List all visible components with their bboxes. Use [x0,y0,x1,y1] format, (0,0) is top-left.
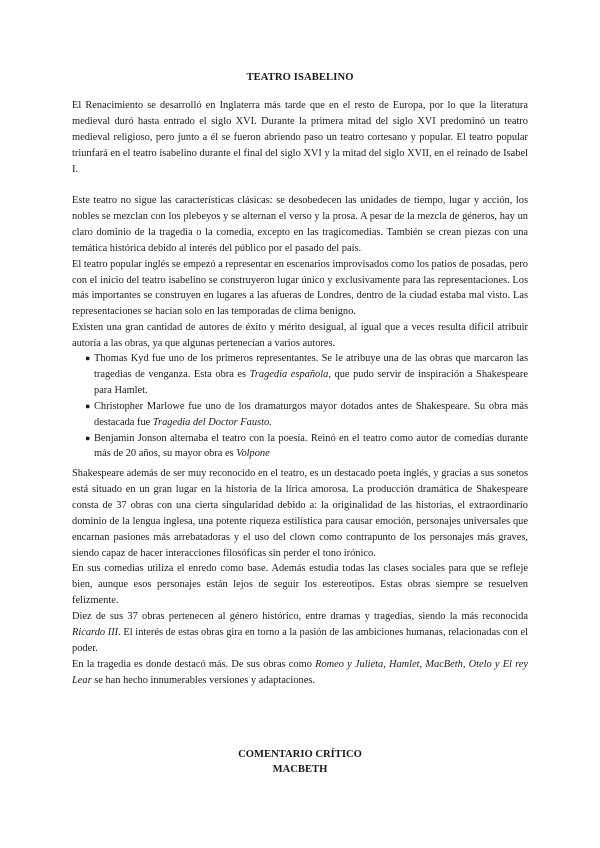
list-item [72,431,528,463]
text-span: se han hecho innumerables versiones y adaptaciones. [91,674,315,686]
paragraph-text [72,609,528,657]
document-title: TEATRO ISABELINO [246,72,354,83]
list-item-title: Tragedia española [249,368,329,380]
paragraph-text: Este teatro no sigue las características clásicas: se desobedecen las unidades de tiempo, lugar y acción, los nobles se mezclan con los plebeyos y se alternan el verso y la prosa. A pesar de la mezcla de géneros, hay un claro dominio de la tragedia o la comedia, excepto en las tragicomedias. También se crean piezas con una temática histórica debido al interés del público por el pasado del país. [72,195,528,254]
paragraph-text: El teatro popular inglés se empezó a representar en escenarios improvisados como los patios de posadas, pero con el inicio del teatro isabelino se construyeron lugar único y exclusivamente para las representaciones. Los más importantes se construyen en lugares a las afueras de Londres, dentro de la ciudad estaba mal visto. Las representaciones se hacían solo en las temporadas de clima benigno. [72,258,528,318]
list-item-text: Christopher Marlowe fue uno de los dramaturgos mayor dotados antes de Shakespeare. Su obra más destacada fue [94,400,528,428]
text-span: Diez de sus 37 obras pertenecen al género histórico, entre dramas y tragedias, siendo la más reconocida [72,611,528,623]
text-span: . El interés de estas obras gira en torno a la pasión de las ambiciones humanas, relacionadas con el poder. [72,627,528,654]
bullet-icon: ● [85,432,91,443]
list-item-text: Thomas Kyd fue uno de los primeros representantes. Se le atribuye una de las obras que marcaron las tragedias de venganza. Esta obra es [94,353,528,380]
list-item-text: , que pudo servir de inspiración a Shakespeare para Hamlet. [94,368,528,396]
paragraph-text: Existen una gran cantidad de autores de éxito y mérito desigual, al igual que a veces resulta difícil atribuir autoría a las obras, ya que algunas pertenecían a varios autores. [72,322,528,349]
paragraph-text: El Renacimiento se desarrolló en Inglaterra más tarde que en el resto de Europa, por lo que la literatura medieval duró hasta entrado el siglo XVI. Durante la primera mitad del siglo XVI predominó un teatro medieval religioso, pero junto a él se fueron abriendo paso un teatro cortesano y popular. El teatro popular triunfará en el teatro isabelino durante el final del siglo XVI y la mitad del siglo XVII, en el reinado de Isabel I. [72,100,528,175]
paragraph-autores [72,320,528,352]
paragraph-text: Shakespeare además de ser muy reconocido en el teatro, es un destacado poeta inglés, y gracias a sus sonetos está situado en un gran lugar en la historia de la lírica amorosa. La producción dramática de Shakespeare consta de 37 obras con una cierta singularidad debido a: la originalidad de las historias, el extraordinario dominio de la lengua inglesa, una potente riqueza estilística para causar emoción, personajes universales que encarnan pasiones más arrebatadoras y el uso del clown como contrapunto de los personajes más graves, siendo capaz de hacer interacciones filosóficas sin perder el tono irónico. [72,468,528,559]
list-item-text: Benjamin Jonson alternaba el teatro con la poesía. Reinó en el teatro como autor de comedias durante más de 20 años, su mayor obra es [94,432,528,460]
list-item [72,399,528,431]
paragraph-text: En sus comedias utiliza el enredo como base. Además estudia todas las clases sociales para que se refleje bien, aunque esos personajes están lejos de seguir los estereotipos. Estas obras siempre se resuelven felizmente. [72,563,528,607]
text-span: En la tragedia es donde destacó más. De sus obras como [72,658,316,670]
paragraph-caracteristicas [72,193,528,320]
list-item-title: Tragedia del Doctor Fausto. [152,416,272,428]
comment-subtitle: MACBETH [272,764,328,775]
paragraph-shakespeare [72,466,528,689]
bullet-icon: ● [85,353,91,363]
bullet-icon: ● [85,400,91,411]
paragraph-renacimiento [72,98,528,178]
list-item-title: Volpone [236,448,270,460]
work-titles: Romeo y Julieta, Hamlet, MacBeth, Otelo y El rey Lear [72,658,529,686]
authors-list [72,351,528,462]
comment-title: COMENTARIO CRÍTICO [238,749,362,760]
work-title: Ricardo III [72,627,119,639]
list-item [72,351,528,399]
paragraph-text [72,657,528,689]
comment-heading [0,747,600,777]
